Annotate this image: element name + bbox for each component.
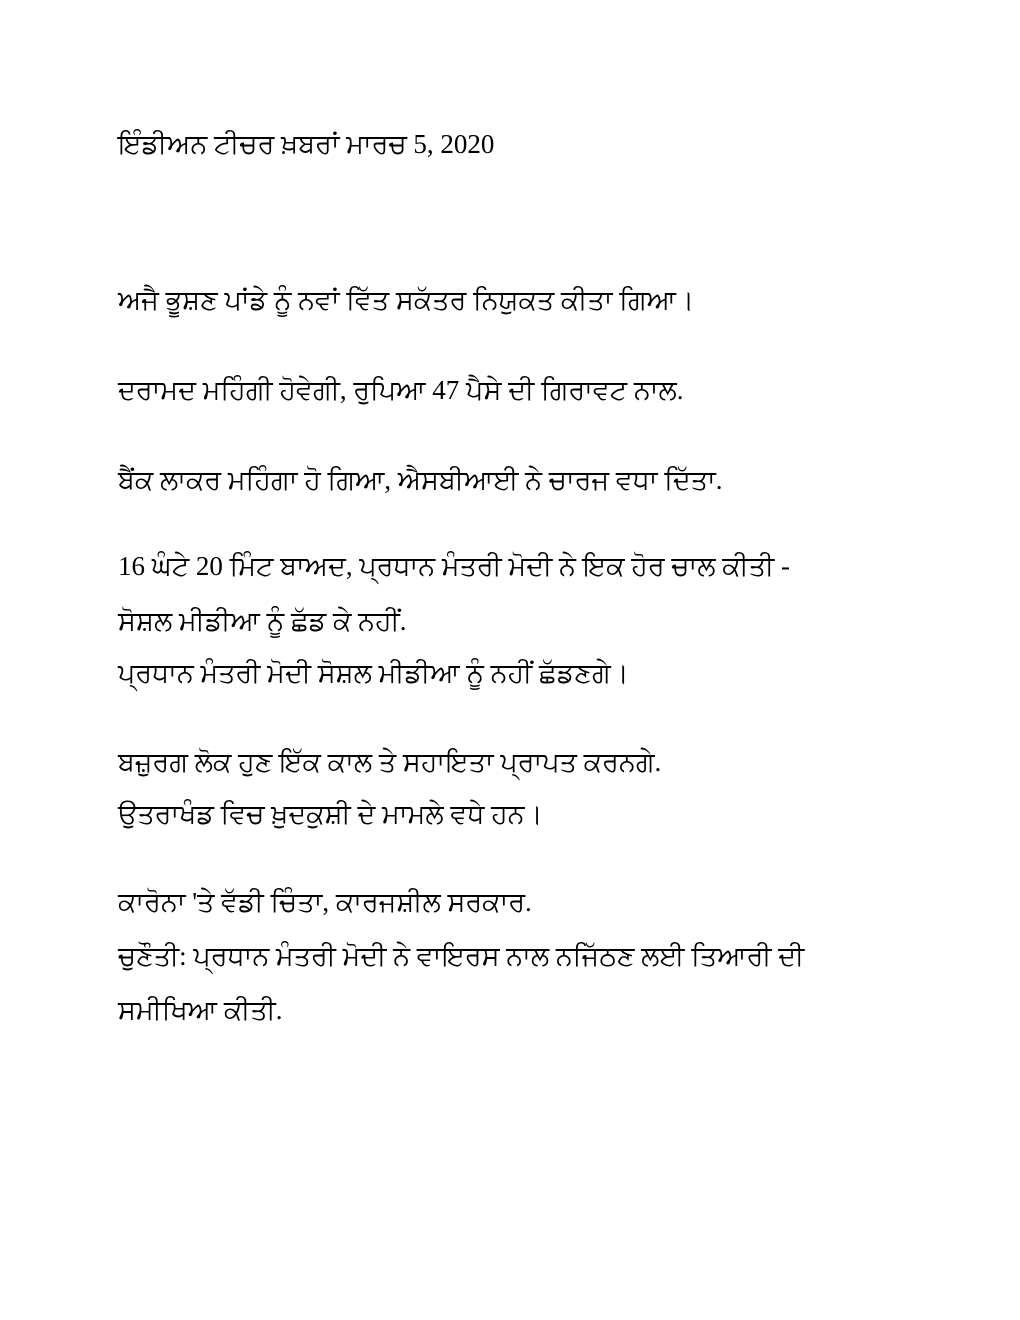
news-line: ਚੁਣੌਤੀ: ਪ੍ਰਧਾਨ ਮੰਤਰੀ ਮੋਦੀ ਨੇ ਵਾਇਰਸ ਨਾਲ ਨਜਿੱਠਣ ਲਈ ਤਿਆਰੀ ਦੀ (118, 941, 805, 971)
news-line: ਬਜ਼ੁਰਗ ਲੋਕ ਹੁਣ ਇੱਕ ਕਾਲ ਤੇ ਸਹਾਇਤਾ ਪ੍ਰਾਪਤ ਕਰਨਗੇ. (118, 747, 662, 777)
news-line: ਸਮੀਖਿਆ ਕੀਤੀ. (118, 995, 283, 1025)
news-line: ਅਜੈ ਭੂਸ਼ਣ ਪਾਂਡੇ ਨੂੰ ਨਵਾਂ ਵਿੱਤ ਸਕੱਤਰ ਨਿਯੁਕਤ ਕੀਤਾ ਗਿਆ। (118, 285, 695, 315)
news-line: ਉਤਰਾਖੰਡ ਵਿਚ ਖ਼ੁਦਕੁਸ਼ੀ ਦੇ ਮਾਮਲੇ ਵਧੇ ਹਨ। (118, 799, 543, 829)
news-line: ਪ੍ਰਧਾਨ ਮੰਤਰੀ ਮੋਦੀ ਸੋਸ਼ਲ ਮੀਡੀਆ ਨੂੰ ਨਹੀਂ ਛੱਡਣਗੇ। (118, 658, 629, 688)
document-title: ਇੰਡੀਅਨ ਟੀਚਰ ਖ਼ਬਰਾਂ ਮਾਰਚ 5, 2020 (118, 129, 495, 159)
news-line: ਬੈਂਕ ਲਾਕਰ ਮਹਿੰਗਾ ਹੋ ਗਿਆ, ਐਸਬੀਆਈ ਨੇ ਚਾਰਜ ਵਧਾ ਦਿੱਤਾ. (118, 465, 723, 495)
news-line: ਸੋਸ਼ਲ ਮੀਡੀਆ ਨੂੰ ਛੱਡ ਕੇ ਨਹੀਂ. (118, 606, 407, 636)
news-line: ਦਰਾਮਦ ਮਹਿੰਗੀ ਹੋਵੇਗੀ, ਰੁਪਿਆ 47 ਪੈਸੇ ਦੀ ਗਿਰਾਵਟ ਨਾਲ. (118, 375, 684, 405)
news-line: 16 ਘੰਟੇ 20 ਮਿੰਟ ਬਾਅਦ, ਪ੍ਰਧਾਨ ਮੰਤਰੀ ਮੋਦੀ ਨੇ ਇਕ ਹੋਰ ਚਾਲ ਕੀਤੀ - (118, 551, 790, 581)
news-line: ਕਾਰੋਨਾ 'ਤੇ ਵੱਡੀ ਚਿੰਤਾ, ਕਾਰਜਸ਼ੀਲ ਸਰਕਾਰ. (118, 887, 532, 917)
